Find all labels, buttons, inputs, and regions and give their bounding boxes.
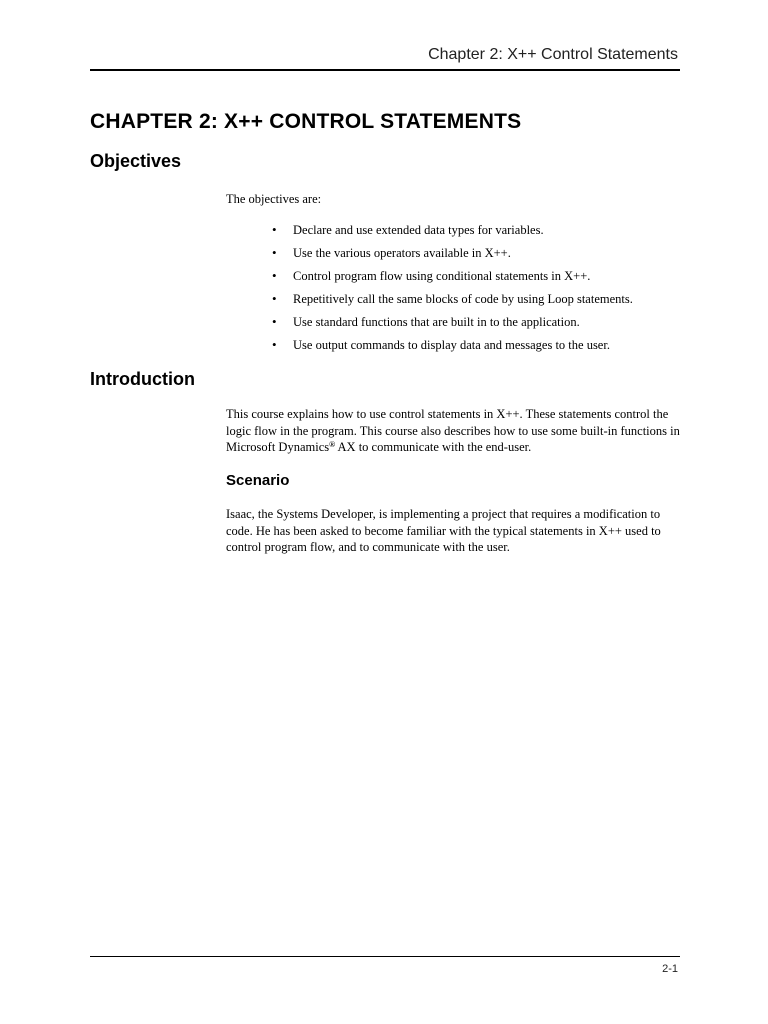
introduction-paragraph — [226, 406, 686, 456]
objectives-list — [270, 222, 690, 360]
objective-item: • Declare and use extended data types for variables. — [270, 222, 690, 245]
scenario-paragraph: Isaac, the Systems Developer, is implementing a project that requires a modification to code. He has been asked to become familiar with the typical statements in X++ used to control program flow, and to communicate with the user. — [226, 507, 661, 554]
objective-item: • Use the various operators available in X++. — [270, 245, 690, 268]
registered-mark: ® — [329, 440, 336, 449]
page-number: 2-1 — [662, 963, 678, 975]
running-header: Chapter 2: X++ Control Statements — [428, 46, 678, 63]
scenario-heading: Scenario — [226, 472, 290, 489]
objectives-heading: Objectives — [90, 151, 182, 171]
objective-item: • Control program flow using conditional statements in X++. — [270, 268, 690, 291]
footer-rule — [90, 956, 680, 957]
introduction-heading: Introduction — [90, 369, 195, 389]
objective-item: • Repetitively call the same blocks of code by using Loop statements. — [270, 291, 690, 314]
chapter-title: CHAPTER 2: X++ CONTROL STATEMENTS — [90, 110, 522, 133]
objectives-intro: The objectives are: — [226, 192, 322, 206]
header-rule — [90, 69, 680, 71]
introduction-text-end: AX to communicate with the end-user. — [335, 440, 532, 454]
introduction-text-start: This course explains how to use control statements in X++. These statements control the logic flow in the program. This course also describes how to use some built-in functions in Microsoft Dynamics — [226, 407, 680, 454]
objective-item: • Use output commands to display data and messages to the user. — [270, 337, 690, 360]
objective-item: • Use standard functions that are built in to the application. — [270, 314, 690, 337]
